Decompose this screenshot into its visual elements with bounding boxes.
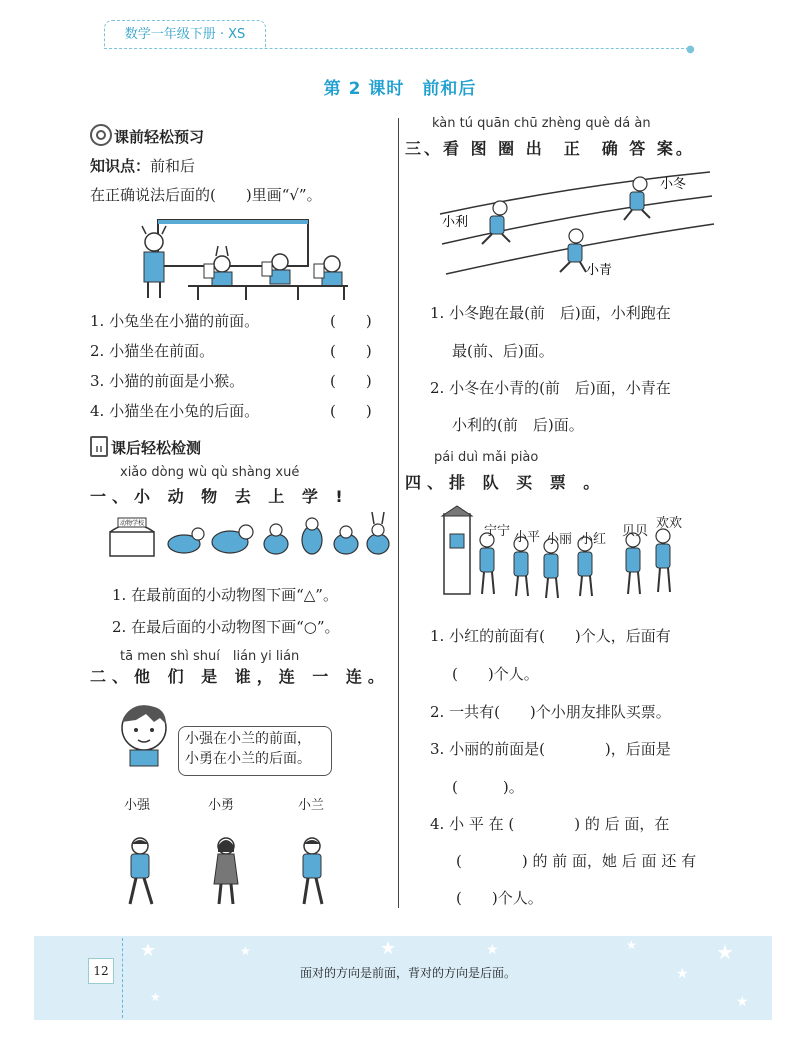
speech-bubble: [178, 726, 332, 776]
q4-item-line: ( )个人。: [452, 665, 539, 683]
film-reel-icon: [90, 124, 112, 146]
q4-pinyin: pái duì mǎi piào: [434, 450, 539, 465]
calculator-icon: [90, 436, 108, 457]
star-icon: ★: [626, 938, 637, 952]
queue-name-label: 宁宁: [484, 524, 511, 539]
queue-name-label: 小丽: [546, 532, 573, 547]
statement-row: [90, 310, 390, 331]
q4-item-line: 4. 小 平 在 ( ) 的 后 面，在: [430, 815, 670, 833]
preview-section-title: 课前轻松预习: [90, 124, 204, 147]
star-icon: ★: [736, 994, 749, 1010]
q1-item: 2. 在最后面的小动物图下画“○”。: [112, 618, 340, 636]
answer-parens[interactable]: ( ): [330, 372, 372, 390]
statement-text: 小猫的前面是小猴。: [109, 372, 245, 390]
queue-name-label: 欢欢: [656, 516, 683, 531]
answer-parens[interactable]: ( ): [330, 312, 372, 330]
knowledge-label: 知识点：: [90, 157, 151, 175]
q3-item-line: 小利的(前 后)面。: [452, 416, 584, 434]
q1-pinyin: xiǎo dòng wù qù shàng xué: [120, 465, 300, 480]
star-icon: ★: [240, 944, 251, 958]
q2-pinyin: tā men shì shuí lián yi lián: [120, 649, 300, 664]
runner-label: 小利: [442, 215, 469, 230]
q3-heading: 三、看 图 圈 出 正 确 答 案。: [405, 139, 695, 158]
boy-avatar: [110, 698, 180, 768]
child-figure[interactable]: [120, 836, 160, 908]
statement-number: 1.: [90, 312, 105, 330]
star-icon: ★: [140, 940, 157, 961]
statement-number: 3.: [90, 372, 105, 390]
header-line: [104, 48, 694, 49]
q4-item-line: 2. 一共有( )个小朋友排队买票。: [430, 703, 671, 721]
knowledge-value: 前和后: [150, 157, 196, 175]
queue-name-label: 贝贝: [622, 524, 649, 539]
answer-parens[interactable]: ( ): [330, 402, 372, 420]
q3-pinyin: kàn tú quān chū zhèng què dá àn: [432, 116, 651, 131]
name-label[interactable]: 小兰: [298, 798, 325, 813]
page-number: 12: [88, 958, 114, 984]
statement-number: 2.: [90, 342, 105, 360]
knowledge-point: [90, 155, 195, 176]
bubble-line: 小强在小兰的前面，: [185, 731, 311, 747]
q2-heading: 二、他 们 是 谁，连 一 连。: [90, 667, 390, 686]
classroom-illustration: [128, 212, 350, 302]
statement-row: [90, 400, 390, 421]
queue-name-label: 小红: [580, 532, 607, 547]
page-title: 第 2 课时 前和后: [323, 79, 477, 99]
queue-name-label: 小平: [514, 530, 541, 545]
q4-item-line: 3. 小丽的前面是( )，后面是: [430, 740, 671, 758]
header-tab: 数学一年级下册 · XS: [104, 20, 266, 49]
q1-item: 1. 在最前面的小动物图下画“△”。: [112, 586, 338, 604]
star-icon: ★: [676, 966, 689, 982]
statement-row: [90, 340, 390, 361]
after-class-section-title: 课后轻松检测: [90, 436, 201, 458]
statement-row: [90, 370, 390, 391]
q3-item-line: 最(前、后)面。: [452, 342, 554, 360]
star-icon: ★: [380, 938, 397, 959]
q3-item-line: 2. 小冬在小青的(前 后)面，小青在: [430, 379, 671, 397]
bubble-line: 小勇在小兰的后面。: [185, 751, 311, 767]
child-figure[interactable]: [206, 836, 246, 908]
animals-to-school-illustration: [106, 512, 396, 562]
star-icon: ★: [716, 940, 734, 964]
statement-text: 小猫坐在小兔的后面。: [109, 402, 260, 420]
q3-item-line: 1. 小冬跑在最(前 后)面，小利跑在: [430, 304, 671, 322]
star-icon: ★: [150, 990, 161, 1004]
statement-number: 4.: [90, 402, 105, 420]
column-divider: [398, 118, 399, 908]
child-figure[interactable]: [292, 836, 332, 908]
q4-heading: 四、排 队 买 票 。: [405, 473, 606, 492]
statement-text: 小猫坐在前面。: [109, 342, 215, 360]
q4-item-line: ( )个人。: [456, 889, 543, 907]
header-line-end: ●: [686, 44, 695, 55]
q4-item-line: 1. 小红的前面有( )个人，后面有: [430, 627, 671, 645]
statement-text: 小兔坐在小猫的前面。: [109, 312, 260, 330]
running-track-illustration: [430, 168, 720, 284]
footer-dashed-line: [122, 938, 123, 1018]
q4-item-line: ( )。: [452, 778, 524, 796]
q4-item-line: ( ) 的 前 面，她 后 面 还 有: [456, 852, 697, 870]
ticket-queue-illustration: [440, 504, 690, 600]
name-label[interactable]: 小强: [124, 798, 151, 813]
runner-label: 小青: [586, 263, 613, 278]
school-sign-text: 动物学校: [119, 520, 145, 527]
runner-label: 小冬: [660, 177, 687, 192]
answer-parens[interactable]: ( ): [330, 342, 372, 360]
name-label[interactable]: 小勇: [208, 798, 235, 813]
star-icon: ★: [486, 942, 499, 958]
preview-instruction: 在正确说法后面的( )里画“√”。: [90, 186, 322, 204]
q1-heading: 一、小 动 物 去 上 学 !: [90, 487, 349, 506]
footer-note: 面对的方向是前面，背对的方向是后面。: [300, 966, 517, 980]
